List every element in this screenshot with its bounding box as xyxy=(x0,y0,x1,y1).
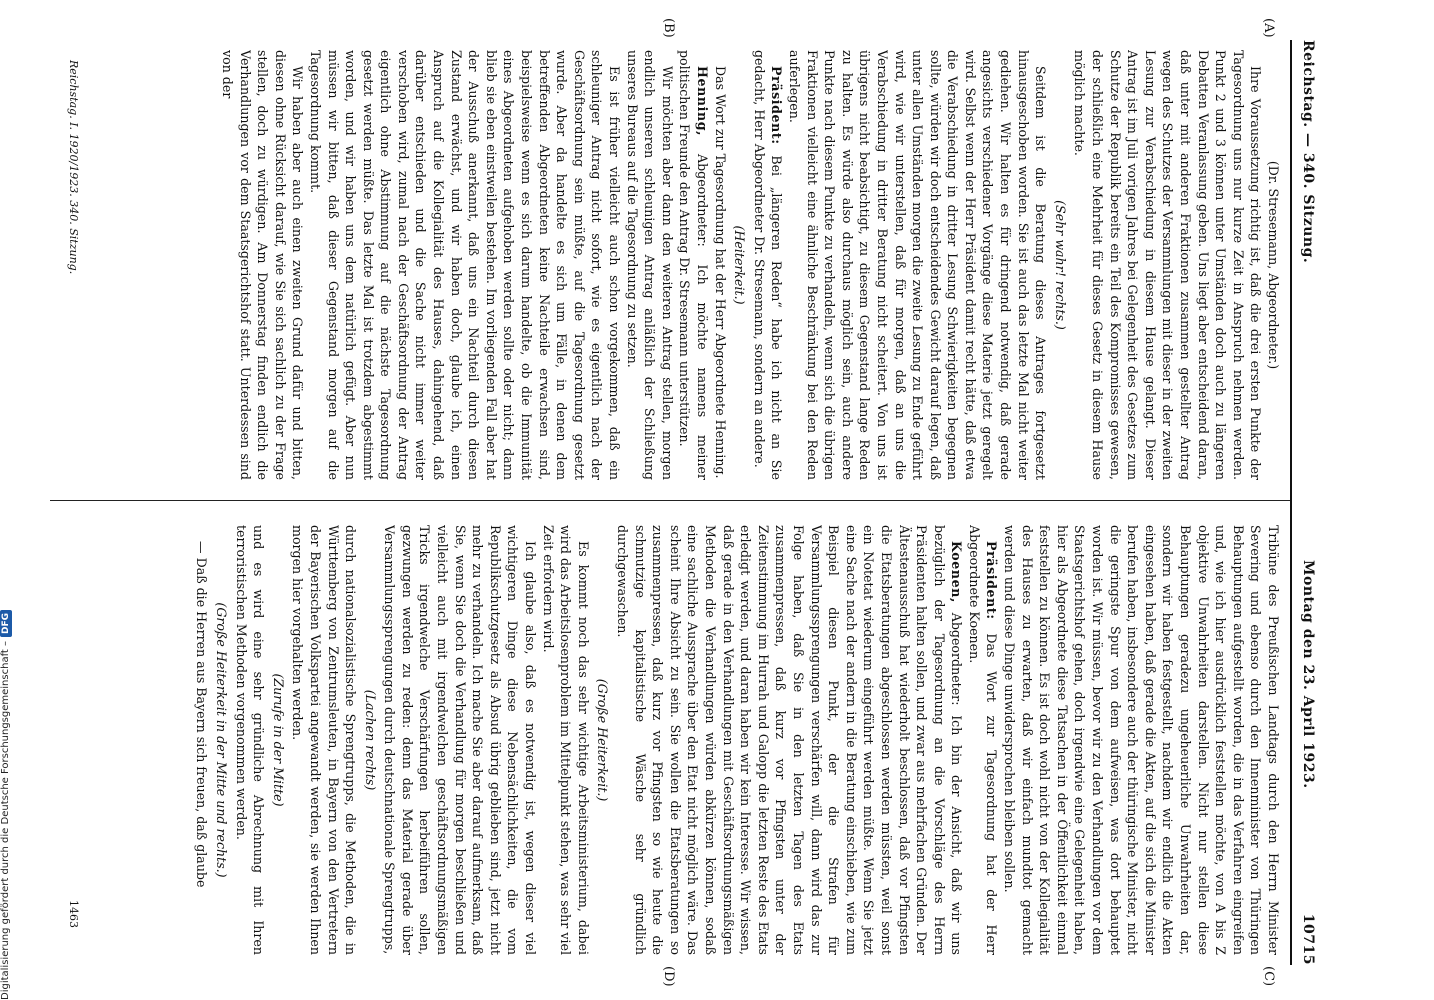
speaker-name: Koenen, xyxy=(949,541,965,603)
digitization-note xyxy=(0,10,16,1000)
header-date: Montag den 23. April 1923. xyxy=(1300,560,1316,789)
paragraph xyxy=(965,525,1000,955)
paragraph: Seitdem ist die Beratung dieses Antrages fortgesetzt hinausgeschoben worden. Sie ist auch das letzte Mal nicht weiter gediehen. Wir halten es für dringend notwendig, daß gerade angesichts verschiedener Vorgänge diese Materie jetzt geregelt wird. Selbst wenn der Herr Präsident damit recht hätte, daß etwa die Verabschiedung in dritter Lesung Schwierigkeiten begegnen sollte, würden wir doch entscheidendes Gewicht darauf legen, daß unter allen Umständen morgen die zweite Lesung zu Ende geführt wird, wie wir unterstellen, daß für morgen, daß an uns die Verabschiedung in dritter Beratung nicht scheitert. Von uns ist übrigens nicht beabsichtigt, zu diesem Gegenstand lange Reden zu halten. Es würde also durchaus möglich sein, auch andere Punkte nach diesem Punkte zu verhandeln, wenn sich die übrigen Fraktionen vielleicht eine ähnliche Beschränkung bei den Reden auferlegen. xyxy=(786,50,1049,480)
paragraph-text: Das Wort zur Tagesordnung hat der Herr Abgeordnete Koenen. xyxy=(966,525,1000,955)
digitization-text: Digitalisierung gefördert durch die Deutsche Forschungsgemeinschaft – xyxy=(0,640,11,1000)
page-header xyxy=(1290,40,1316,965)
speaker-name: Präsident: xyxy=(984,541,1000,620)
paragraph xyxy=(750,50,785,480)
margin-letter-b: (B) xyxy=(661,18,676,38)
left-column xyxy=(62,50,1282,480)
header-session: Reichstag. — 340. Sitzung. xyxy=(1300,40,1316,264)
interjection: (Heiterkeit.) xyxy=(732,225,748,305)
interjection: (Große Heiterkeit in der Mitte und rechts.) xyxy=(213,602,229,878)
header-rule xyxy=(1290,40,1292,965)
interjection: (Lachen rechts) xyxy=(362,689,378,791)
paragraph-text: Bei „längeren Reden“ habe ich nicht an Sie gedacht, Herr Abgeordneter Dr. Stresemann, sondern an andere. xyxy=(751,50,785,480)
interjection: (Zurufe in der Mitte) xyxy=(270,673,286,807)
footer-session: Reichstag. I. 1920/1923. 340. Sitzung. xyxy=(67,60,80,275)
paragraph: Es ist früher vielleicht auch schon vorgekommen, daß ein schleuniger Antrag nicht sofort, wie es eigentlich nach der Geschäftsordnung sein müßte, auf die Tagesordnung gesetzt wurde. Aber da handelte es sich um Fälle, in denen dem betreffenden Abgeordneten keine Nachteile erwachsen sind, beispielsweise wenn es sich darum handelte, ob die Immunität eines Abgeordneten aufgehoben werden sollte oder nicht; dann blieb sie eben einstweilen bestehen. Im vorliegenden Fall aber hat der Ausschuß anerkannt, daß uns ein Nachteil durch diesen Zustand erwächst, und wir haben doch, glaube ich, einen Anspruch auf die Kollegialität des Hauses, dahingehend, daß darüber entschieden und die Sache nicht immer weiter verschoben wird, zumal nach der Geschäftsordnung der Antrag eigentlich ohne Abstimmung auf die nächste Tagesordnung gesetzt werden müßte. Das letzte Mal ist trotzdem abgestimmt worden, und wir haben uns dem natürlich gefügt. Aber nun müssen wir bitten, daß dieser Gegenstand morgen auf die Tagesordnung kommt. xyxy=(307,50,623,480)
paragraph: Ihre Voraussetzung richtig ist, daß die drei ersten Punkte der Tagesordnung uns nur kurze Zeit in Anspruch nehmen werden. Punkt 2 und 3 können unter Umständen doch auch zu längeren Debatten Veranlassung geben. Uns liegt aber entscheidend daran, daß unter mit anderen Fraktionen zusammen gestellter Antrag wegen des Schutzes der Versammlungen mit dieser in der zweiten Lesung zur Verabschiedung in diesem Hause gelangt. Dieser Antrag ist im Juli vorigen Jahres bei Gelegenheit des Gesetzes zum Schutze der Republik bereits ein Teil des Kompromisses gewesen, der schließlich eine Mehrheit für dieses Gesetz in diesem Hause möglich machte. xyxy=(1072,50,1264,480)
column-divider xyxy=(50,500,1290,501)
header-page-number: 10715 xyxy=(1300,913,1316,965)
paragraph xyxy=(613,525,965,955)
right-column xyxy=(62,525,1282,955)
paragraph: Tribüne des Preußischen Landtags durch den Herrn Minister Severing und ebenso durch den Innenminister von Thüringen Behauptungen aufgestellt worden, die in das Verfahren eingreifen und, wie ich hier ausdrücklich feststellen möchte, von A bis Z objektive Unwahrheiten darstellen. Nicht nur stellen diese Behauptungen geradezu ungeheuerliche Unwahrheiten dar, sondern wir haben festgestellt, nachdem wir endlich die Akten eingesehen haben, daß gerade die Akten, auf die sich die Minister berufen haben, insbesondere auch der thüringische Minister, nicht die geringste Spur von dem aufweisen, was dort behauptet worden ist. Wir müssen, bevor wir zu den Verhandlungen vor dem Staatsgerichtshof gehen, doch irgendwie eine Gelegenheit haben, hier als Abgeordnete diese Tatsachen in der Öffentlichkeit einmal feststellen zu können. Es ist doch wohl nicht von der Kollegialität des Hauses zu erwarten, daß wir einfach mundtot gemacht werden und diese Dinge unwidersprochen bleiben sollen. xyxy=(1002,525,1281,955)
margin-letter-d: (D) xyxy=(661,966,676,987)
paragraph-text: Abgeordneter: Ich bin der Ansicht, daß wir uns bezüglich der Tagesordnung an die Vorschläge des Herrn Präsidenten halten sollen, und zwar aus mehrfachen Gründen. Der Ältestenausschuß hat wiederholt beschlossen, daß vor Pfingsten die Etatsberatungen abgeschlossen werden müssten, weil sonst ein Notetat wiederum eingeführt werden müßte. Wenn Sie jetzt eine Sache nach der andern in die Beratung einschieben, wie zum Beispiel diesen Punkt, der die Strafen für Versammlungssprengungen verschärfen will, dann wird das zur Folge haben, daß Sie in den letzten Tagen des Etats zusammenpressen, daß kurz vor Pfingsten unter der Zeitenstimmung im Hurrah und Galopp die letzten Reste des Etats erledigt werden, und daran haben wir kein Interesse. Wir wissen, daß gerade in den Verhandlungen mit Geschäftsordnungsmäßigen Methoden die Verhandlungen würden abkürzen können, sodaß eine sachliche Aussprache über den Etat nicht möglich wäre. Das scheint Ihre Absicht zu sein. Sie wollen die Etatsberatungen so zusammenpressen, daß kurz vor Pfingsten so wie heute die schmutzige kapitalistische Wäsche sehr gründlich durchgewaschen. xyxy=(615,525,965,955)
margin-letter-a: (A) xyxy=(1261,18,1276,38)
paragraph: Es kommt noch das sehr wichtige Arbeitsministerium, dabei wird das Arbeitslosenproblem im Mittelpunkt stehen, was sehr viel Zeit erfordern wird. xyxy=(540,525,591,955)
speaker-reference: (Dr. Stresemann, Abgeordneter.) xyxy=(1266,160,1281,370)
paragraph: Wir möchten aber dann den weiteren Antrag stellen, morgen endlich unseren schleunigen Antrag anläßlich der Schließung unseres Bureaus auf die Tagesordnung zu setzen. xyxy=(624,50,675,480)
speaker-name: Präsident: xyxy=(769,66,785,145)
paragraph-text: Abgeordneter: Ich möchte namens meiner politischen Freunde den Antrag Dr. Stresemann unterstützen. xyxy=(677,50,710,480)
scanned-page xyxy=(8,0,1378,1000)
interjection: (Große Heiterkeit.) xyxy=(595,678,611,802)
interjection: (Sehr wahr! rechts.) xyxy=(1052,200,1068,330)
speaker-name: Henning, xyxy=(695,66,710,137)
paragraph: — Daß die Herren aus Bayern sich freuen, daß glaube xyxy=(194,541,210,888)
paragraph: Wir haben aber auch einen zweiten Grund dafür und bitten, diesen ohne Rücksicht darauf, wie Sie sich sachlich zu der Frage stellen, doch zu würdigen. Am Donnerstag finden endlich die Verhandlungen vor dem Staatsgerichtshof statt. Unterdessen sind von der xyxy=(219,50,306,480)
paragraph: und es wird eine sehr gründliche Abrechnung mit Ihren terroristischen Methoden vorgenommen werden. xyxy=(233,525,267,955)
paragraph: durch nationalsozialistische Sprengtrupps, die Methoden, die in Württemberg von Zentrumsleuten, in Bayern von den Vertretern der Bayerischen Volkspartei angewandt werden, sie werden Ihnen morgen hier vorgehalten werden. xyxy=(290,525,359,955)
paragraph: Das Wort zur Tagesordnung hat der Herr Abgeordnete Henning. xyxy=(712,66,728,479)
paragraph xyxy=(676,50,711,480)
paragraph: Ich glaube also, daß es notwendig ist, wegen dieser viel wichtigeren Dinge diese Nebensächlichkeiten, die vom Republikschutzgesetz als Absud übrig geblieben sind, jetzt nicht mehr zu verhandeln. Ich mache Sie aber darauf aufmerksam, daß Sie, wenn Sie doch die Verhandlung für morgen beschließen und vielleicht auch mit irgendwelchen geschäftsordnungsmäßigen Tricks irgendwelche Verschärfungen herbeiführen sollen, gezwungen werden zu reden: denn das Material gerade über Versammlungssprengungen durch deutschnationale Sprengtrupps, xyxy=(382,525,539,955)
footer-page-number: 1463 xyxy=(67,900,80,928)
margin-letter-c: (C) xyxy=(1261,966,1276,987)
dfg-logo-icon: DFG xyxy=(0,610,12,637)
